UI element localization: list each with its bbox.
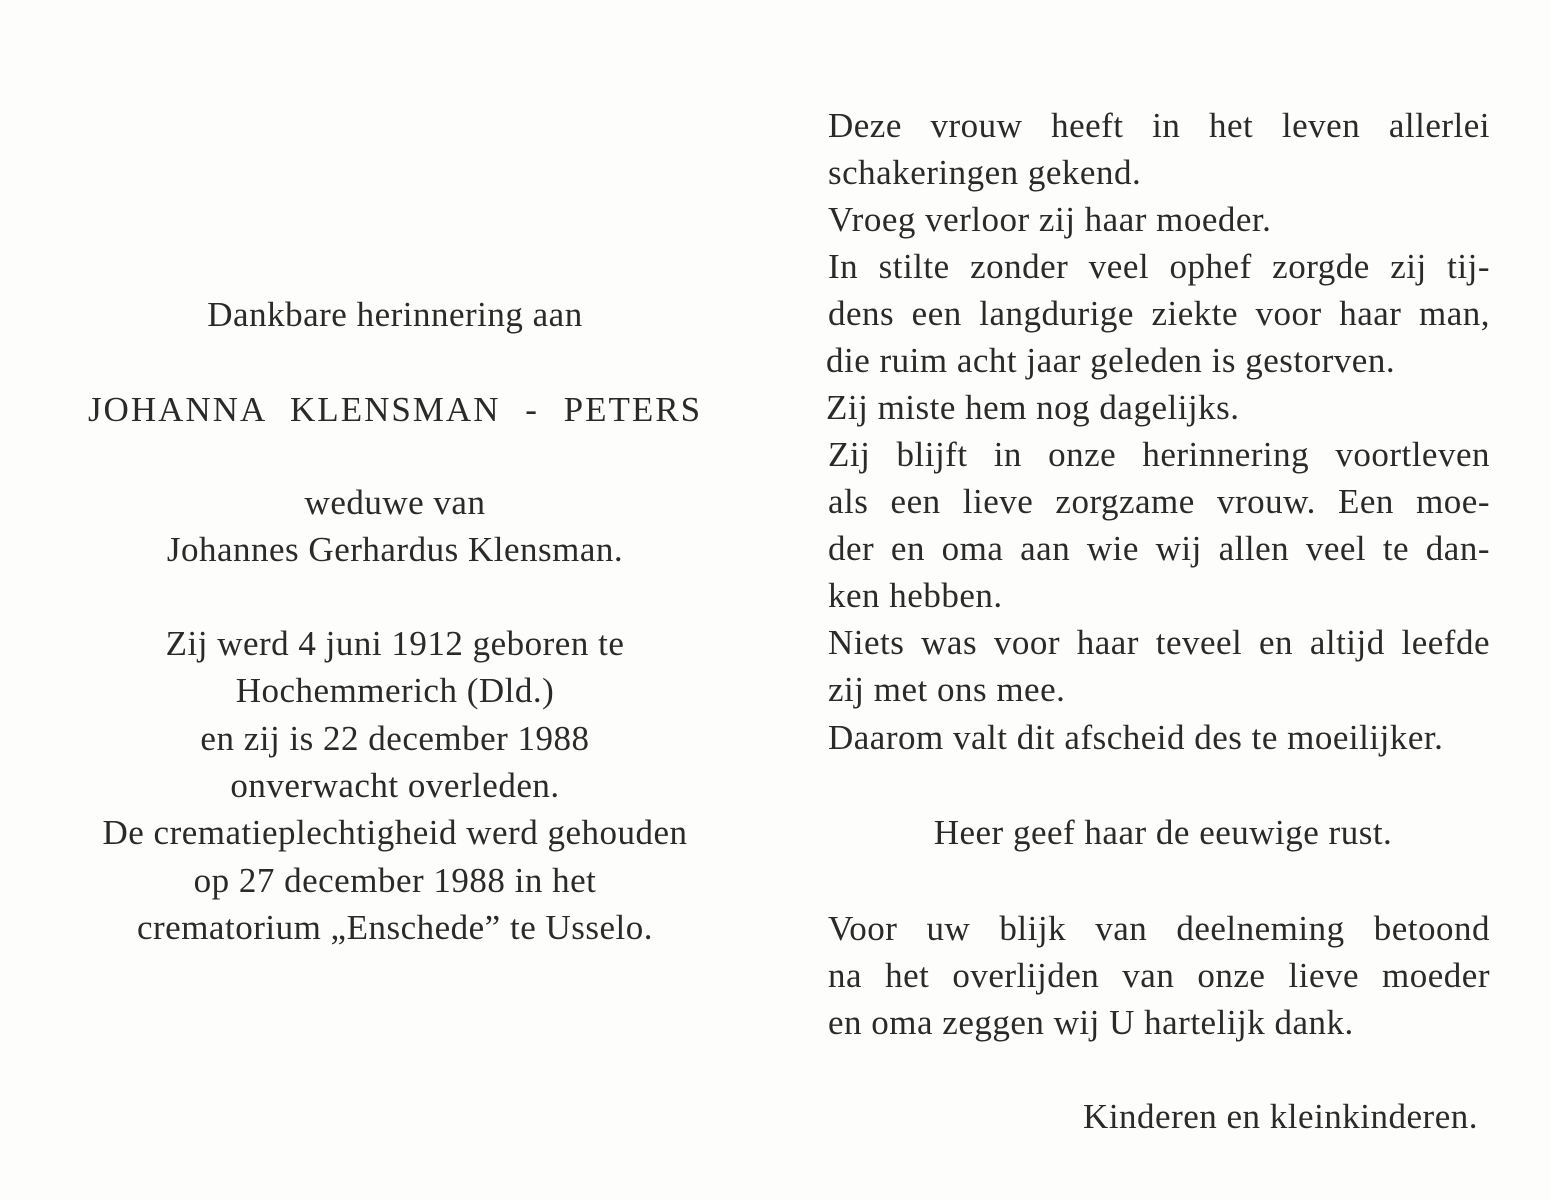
text-line: Zij blijft in onze herinnering voortleven <box>828 435 1490 474</box>
deceased-name: JOHANNA KLENSMAN - PETERS <box>87 390 703 429</box>
text-line: ken hebben. <box>828 576 1003 615</box>
text-line: In stilte zonder veel ophef zorgde zij tij- <box>828 247 1490 286</box>
birth-line-2: Hochemmerich (Dld.) <box>235 671 555 710</box>
cremation-line-2: op 27 december 1988 in het <box>193 861 597 900</box>
cremation-line-3: crematorium „Enschede” te Usselo. <box>136 908 654 947</box>
text-line: der en oma aan wie wij allen veel te dan- <box>828 529 1490 568</box>
death-line-1: en zij is 22 december 1988 <box>200 719 590 758</box>
widow-label: weduwe van <box>304 483 486 522</box>
text-line: Vroeg verloor zij haar moeder. <box>828 200 1272 239</box>
signature: Kinderen en kleinkinderen. <box>1083 1097 1478 1136</box>
intro-text: Dankbare herinnering aan <box>207 295 583 334</box>
birth-line-1: Zij werd 4 juni 1912 geboren te <box>165 624 625 663</box>
text-line: die ruim acht jaar geleden is gestorven. <box>826 341 1396 380</box>
prayer-line: Heer geef haar de eeuwige rust. <box>933 813 1393 852</box>
thanks-line: en oma zeggen wij U hartelijk dank. <box>828 1003 1354 1042</box>
text-line: als een lieve zorgzame vrouw. Een moe- <box>828 482 1490 521</box>
text-line: dens een langdurige ziekte voor haar man, <box>828 294 1490 333</box>
thanks-line: Voor uw blijk van deelneming betoond <box>828 909 1490 948</box>
thanks-line: na het overlijden van onze lieve moeder <box>828 956 1490 995</box>
text-line: Zij miste hem nog dagelijks. <box>826 388 1240 427</box>
text-line: zij met ons mee. <box>828 670 1066 709</box>
husband-name: Johannes Gerhardus Klensman. <box>166 530 624 569</box>
text-line: Daarom valt dit afscheid des te moeilijker. <box>828 718 1444 757</box>
cremation-line-1: De crematieplechtigheid werd gehouden <box>102 813 688 852</box>
text-line: Deze vrouw heeft in het leven allerlei <box>828 106 1490 145</box>
text-line: schakeringen gekend. <box>828 153 1142 192</box>
death-line-2: onverwacht overleden. <box>230 766 560 805</box>
text-line: Niets was voor haar teveel en altijd leefde <box>828 623 1490 662</box>
